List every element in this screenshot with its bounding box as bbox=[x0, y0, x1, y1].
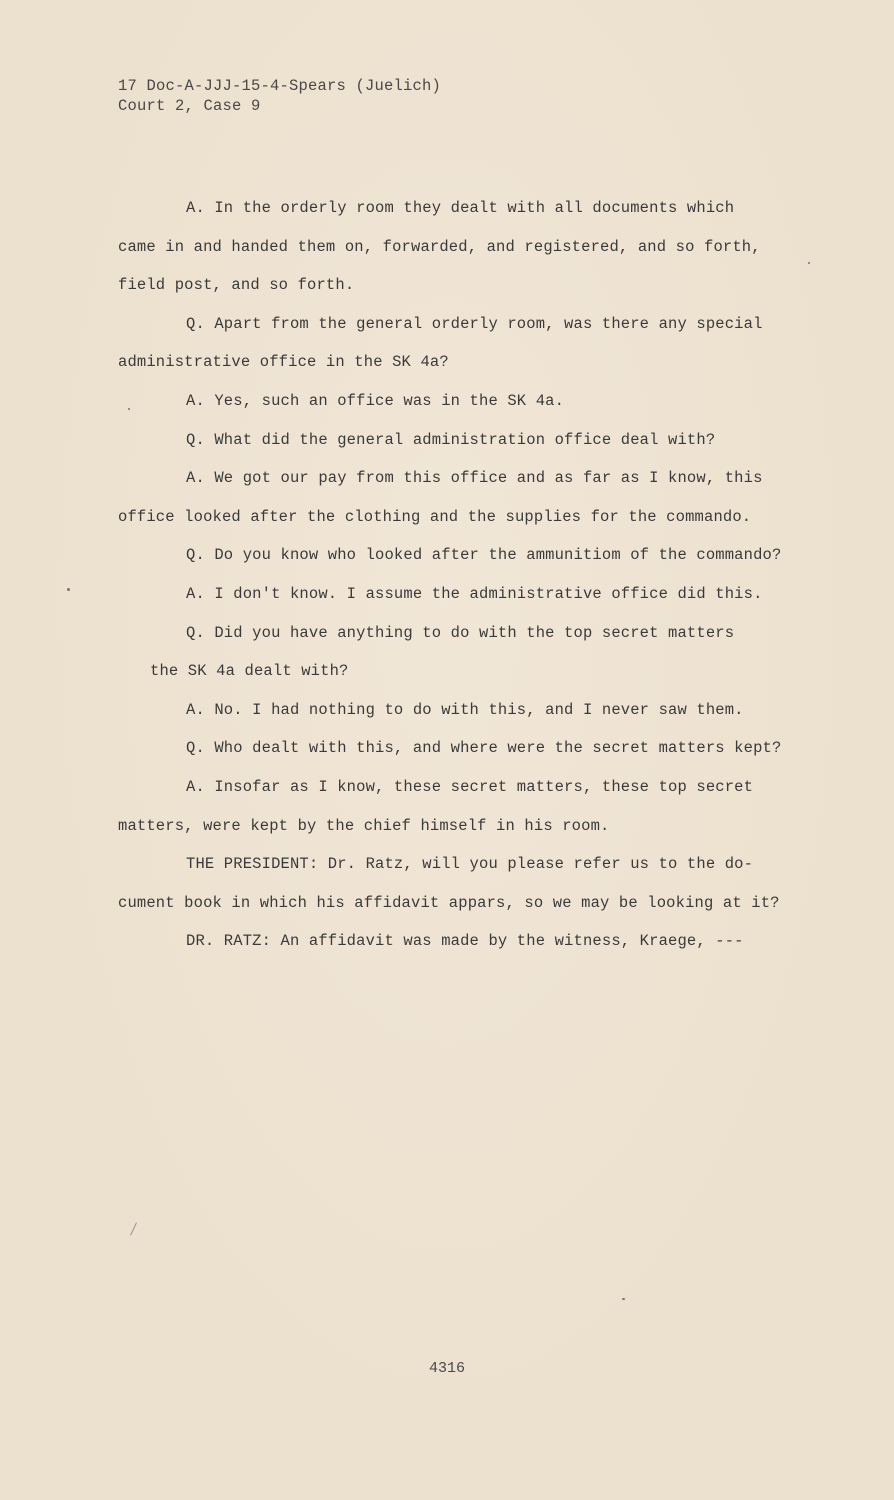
paper-speck bbox=[130, 1222, 137, 1235]
transcript-line: the SK 4a dealt with? bbox=[150, 662, 349, 681]
transcript-line: Q. Do you know who looked after the ammunitiom of the commando? bbox=[186, 546, 782, 565]
transcript-line: Q. Did you have anything to do with the top secret matters bbox=[186, 623, 735, 642]
transcript-line: came in and handed them on, forwarded, and registered, and so forth, bbox=[118, 237, 761, 256]
paper-speck bbox=[128, 408, 130, 410]
transcript-line: office looked after the clothing and the supplies for the commando. bbox=[118, 507, 752, 526]
transcript-body bbox=[118, 189, 818, 961]
transcript-line: A. I don't know. I assume the administrative office did this. bbox=[186, 584, 763, 603]
court-case-label: Court 2, Case 9 bbox=[118, 97, 261, 115]
page-number: 4316 bbox=[428, 1360, 465, 1377]
paper-speck bbox=[808, 262, 810, 264]
transcript-line: administrative office in the SK 4a? bbox=[118, 353, 449, 372]
transcript-line: Q. Who dealt with this, and where were the secret matters kept? bbox=[186, 739, 782, 758]
transcript-line: A. No. I had nothing to do with this, and I never saw them. bbox=[186, 700, 744, 719]
transcript-line: Q. Apart from the general orderly room, was there any special bbox=[186, 314, 763, 333]
document-reference: 17 Doc-A-JJJ-15-4-Spears (Juelich) bbox=[118, 77, 442, 95]
transcript-line: A. Yes, such an office was in the SK 4a. bbox=[186, 391, 565, 410]
document-header bbox=[118, 76, 441, 116]
transcript-line: A. We got our pay from this office and as far as I know, this bbox=[186, 469, 763, 488]
transcript-line: field post, and so forth. bbox=[118, 276, 355, 295]
transcript-line: THE PRESIDENT: Dr. Ratz, will you please refer us to the do- bbox=[186, 855, 754, 874]
transcript-line: A. Insofar as I know, these secret matters, these top secret bbox=[186, 777, 754, 796]
transcript-line: Q. What did the general administration office deal with? bbox=[186, 430, 716, 449]
paper-speck bbox=[67, 588, 70, 591]
transcript-line: matters, were kept by the chief himself in his room. bbox=[118, 816, 610, 835]
transcript-line: cument book in which his affidavit appars, so we may be looking at it? bbox=[118, 893, 780, 912]
transcript-line: DR. RATZ: An affidavit was made by the witness, Kraege, --- bbox=[186, 932, 744, 951]
transcript-line: A. In the orderly room they dealt with all documents which bbox=[186, 199, 735, 217]
paper-speck bbox=[622, 1298, 625, 1300]
